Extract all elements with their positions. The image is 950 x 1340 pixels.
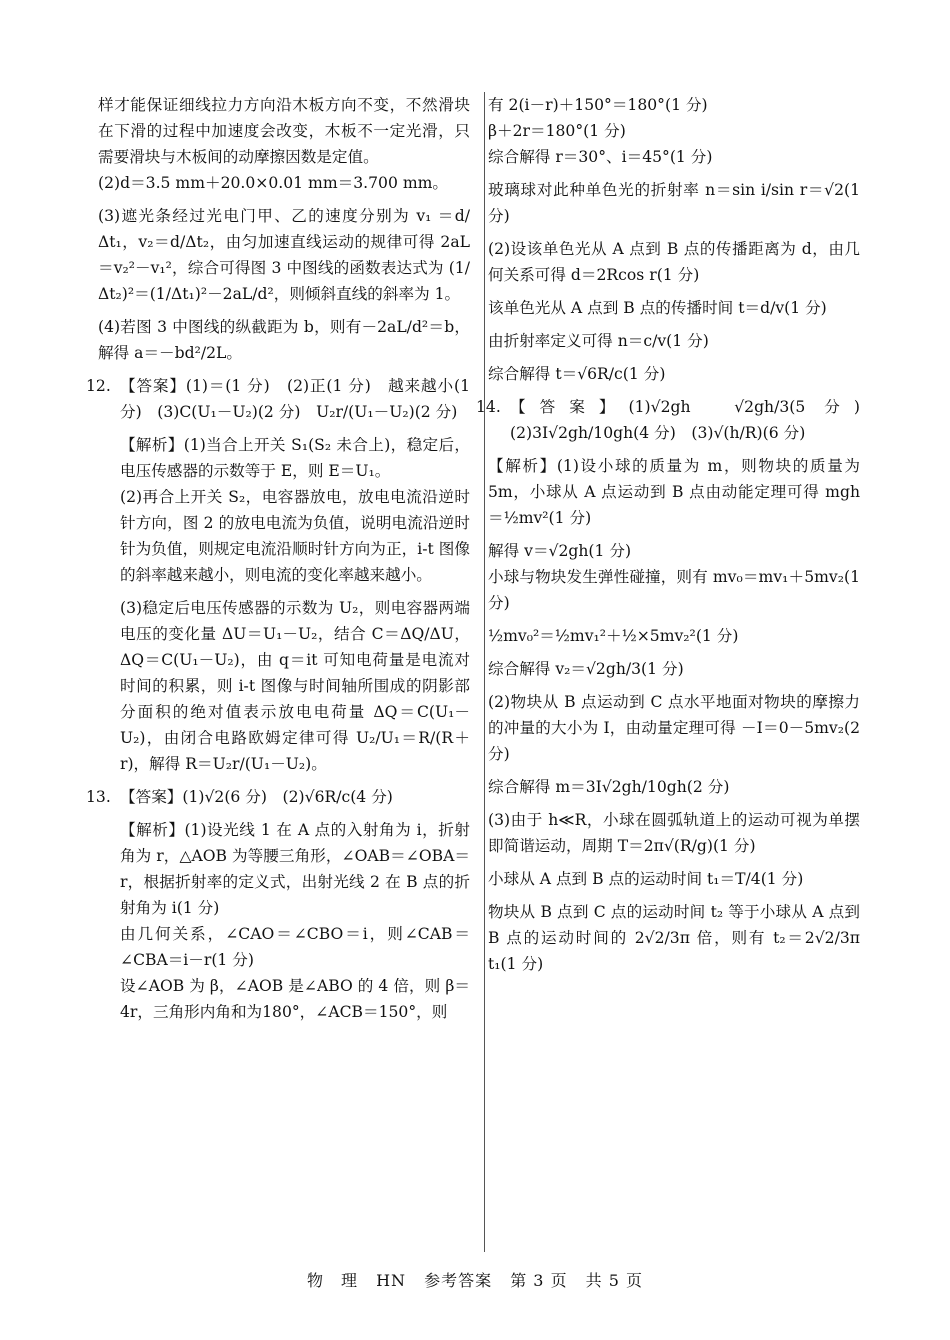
- left-column: [86, 92, 470, 1025]
- q14-analysis-6: (2)物块从 B 点运动到 C 点水平地面对物块的摩擦力的冲量的大小为 I，由动量定理可得 －I＝0－5mv₂(2 分): [488, 693, 860, 763]
- q14-analysis-3: 小球与物块发生弹性碰撞，则有 mv₀＝mv₁＋5mv₂(1 分): [488, 568, 860, 612]
- q12-answer-block: [86, 373, 470, 425]
- footer-subject: 物 理: [306, 1271, 358, 1290]
- q12-number: 12.: [86, 377, 111, 395]
- q11-continuation: 样才能保证细线拉力方向沿木板方向不变，不然滑块在下滑的过程中加速度会改变，木板不一定光滑，只需要滑块与木板间的动摩擦因数是定值。: [98, 96, 470, 166]
- footer-doc-title: 参考答案: [424, 1271, 493, 1290]
- footer-page-number: 第 3 页: [510, 1271, 568, 1290]
- q14-number: 14.: [476, 398, 501, 416]
- right-column: [476, 92, 876, 977]
- q14-analysis-8: (3)由于 h≪R，小球在圆弧轨道上的运动可视为单摆即简谐运动，周期 T＝2π√(R/g)(1 分): [488, 811, 860, 855]
- q13-answer: 【答案】(1)√2(6 分) (2)√6R/c(4 分): [120, 788, 393, 806]
- q14-answer-block: [476, 394, 876, 446]
- q13-answer-block: [86, 784, 470, 810]
- q12-analysis-2: (2)再合上开关 S₂，电容器放电，放电电流沿逆时针方向，图 2 的放电电流为负值，说明电流沿逆时针为负值，则规定电流沿顺时针方向为正，i-t 图像的斜率越来越小，则电流的变化率越来越小。: [120, 488, 470, 584]
- q14-analysis-9: 小球从 A 点到 B 点的运动时间 t₁＝T/4(1 分): [488, 870, 804, 888]
- column-divider: [484, 92, 485, 1252]
- q14-analysis-10: 物块从 B 点到 C 点的运动时间 t₂ 等于小球从 A 点到 B 点的运动时间的 2√2/3π 倍，则有 t₂＝2√2/3π t₁(1 分): [488, 903, 860, 973]
- q14-analysis-2: 解得 v＝√2gh(1 分): [488, 542, 632, 560]
- q13-analysis-3: 设∠AOB 为 β，∠AOB 是∠ABO 的 4 倍，则 β＝4r，三角形内角和为180°，∠ACB＝150°，则: [120, 977, 470, 1021]
- q13-cont-3: 综合解得 r＝30°、i＝45°(1 分): [488, 148, 713, 166]
- q11-part3: (3)遮光条经过光电门甲、乙的速度分别为 v₁ ＝d/Δt₁，v₂＝d/Δt₂，由匀加速直线运动的规律可得 2aL＝v₂²－v₁²，综合可得图 3 中图线的函数表达式为 (1/Δt₂)²＝(1/Δt₁)²－2aL/d²，则倾斜直线的斜率为 1。: [98, 207, 470, 303]
- q13-analysis-2: 由几何关系，∠CAO＝∠CBO＝i，则∠CAB＝∠CBA＝i－r(1 分): [120, 925, 470, 969]
- q13-analysis-1: 【解析】(1)设光线 1 在 A 点的入射角为 i，折射角为 r，△AOB 为等腰三角形，∠OAB＝∠OBA＝r，根据折射率的定义式，出射光线 2 在 B 点的折射角为 i(1 分): [120, 821, 470, 917]
- q13-cont-5: (2)设该单色光从 A 点到 B 点的传播距离为 d，由几何关系可得 d＝2Rcos r(1 分): [488, 240, 860, 284]
- q12-analysis-1: 【解析】(1)当合上开关 S₁(S₂ 未合上)，稳定后，电压传感器的示数等于 E，则 E＝U₁。: [120, 436, 470, 480]
- q14-analysis-5: 综合解得 v₂＝√2gh/3(1 分): [488, 660, 684, 678]
- q12-answer: 【答案】(1)＝(1 分) (2)正(1 分) 越来越小(1 分) (3)C(U₁－U₂)(2 分) U₂r/(U₁－U₂)(2 分): [120, 377, 470, 421]
- q14-answer: 【答案】(1)√2gh √2gh/3(5 分) (2)3I√2gh/10gh(4 分) (3)√(h/R)(6 分): [510, 398, 876, 442]
- page-footer: [0, 1268, 950, 1291]
- q13-cont-6: 该单色光从 A 点到 B 点的传播时间 t＝d/v(1 分): [488, 299, 827, 317]
- q14-analysis-7: 综合解得 m＝3I√2gh/10gh(2 分): [488, 778, 730, 796]
- q11-part4: (4)若图 3 中图线的纵截距为 b，则有－2aL/d²＝b，解得 a＝－bd²/2L。: [98, 318, 470, 362]
- q14-analysis-4: ½mv₀²＝½mv₁²＋½×5mv₂²(1 分): [488, 627, 739, 645]
- q13-cont-4: 玻璃球对此种单色光的折射率 n＝sin i/sin r＝√2(1 分): [488, 181, 860, 225]
- q13-number: 13.: [86, 788, 111, 806]
- q12-analysis-3: (3)稳定后电压传感器的示数为 U₂，则电容器两端电压的变化量 ΔU＝U₁－U₂，结合 C＝ΔQ/ΔU，ΔQ＝C(U₁－U₂)，由 q＝it 可知电荷量是电流对时间的积累，则 i-t 图像与时间轴所围成的阴影部分面积的绝对值表示放电电荷量 ΔQ＝C(U₁－U₂)，由闭合电路欧姆定律可得 U₂/U₁＝R/(R＋r)，解得 R＝U₂r/(U₁－U₂)。: [120, 599, 470, 773]
- q14-analysis-1: 【解析】(1)设小球的质量为 m，则物块的质量为 5m，小球从 A 点运动到 B 点由动能定理可得 mgh＝½mv²(1 分): [488, 457, 860, 527]
- q13-cont-8: 综合解得 t＝√6R/c(1 分): [488, 365, 666, 383]
- footer-code: HN: [376, 1271, 407, 1290]
- q13-cont-1: 有 2(i－r)＋150°＝180°(1 分): [488, 96, 708, 114]
- q13-cont-2: β＋2r＝180°(1 分): [488, 122, 626, 140]
- q11-part2: (2)d＝3.5 mm＋20.0×0.01 mm＝3.700 mm。: [98, 174, 448, 192]
- footer-total-pages: 共 5 页: [585, 1271, 644, 1290]
- q13-cont-7: 由折射率定义可得 n＝c/v(1 分): [488, 332, 709, 350]
